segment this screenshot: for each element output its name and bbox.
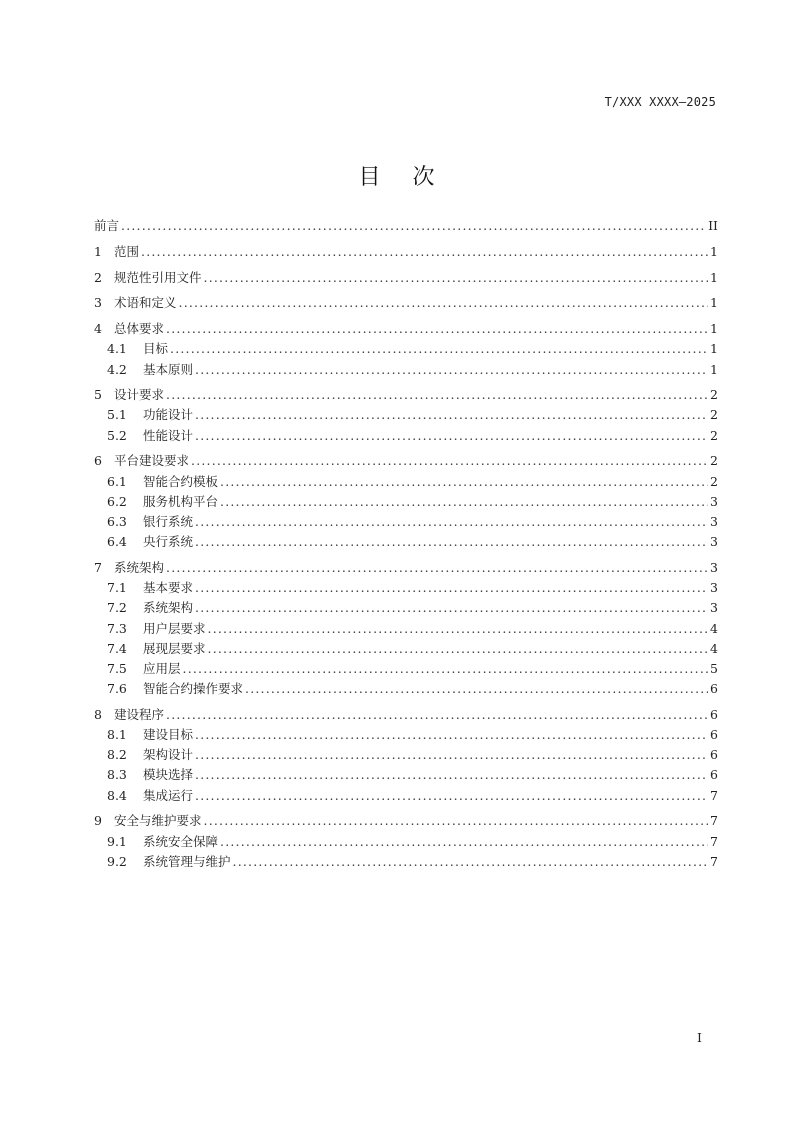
toc-dot-leader — [204, 811, 709, 831]
toc-entry-page: 1 — [710, 269, 718, 285]
toc-entry-page: 6 — [710, 706, 718, 722]
toc-entry-label: 性能设计 — [143, 427, 194, 443]
toc-entry-number: 7.1 — [107, 580, 127, 596]
toc-entry[interactable] — [94, 532, 718, 552]
toc-entry-page: 6 — [710, 767, 718, 783]
toc-entry[interactable] — [94, 319, 718, 339]
toc-entry-number: 9 — [94, 813, 102, 829]
standard-code: T/XXX XXXX—2025 — [604, 95, 716, 109]
toc-entry[interactable] — [94, 216, 718, 236]
toc-entry[interactable] — [94, 745, 718, 765]
toc-entry-label: 模块选择 — [143, 767, 194, 783]
toc-entry-label: 用户层要求 — [143, 620, 206, 636]
toc-entry[interactable] — [94, 786, 718, 806]
toc-entry-page: 4 — [710, 640, 718, 656]
toc-entry[interactable] — [94, 268, 718, 288]
toc-entry-page: 1 — [710, 243, 718, 259]
toc-entry-number: 6 — [94, 453, 102, 469]
toc-dot-leader — [166, 385, 708, 405]
toc-entry-label: 系统架构 — [114, 559, 165, 575]
toc-entry[interactable] — [94, 811, 718, 831]
toc-entry-label: 建设目标 — [143, 727, 194, 743]
toc-dot-leader — [195, 578, 708, 598]
toc-entry[interactable] — [94, 705, 718, 725]
toc-entry-number: 6.4 — [107, 534, 127, 550]
toc-dot-leader — [121, 216, 706, 236]
toc-entry-page: 7 — [710, 833, 718, 849]
toc-dot-leader — [220, 832, 708, 852]
toc-entry-label: 总体要求 — [114, 321, 165, 337]
toc-entry[interactable] — [94, 293, 718, 313]
toc-dot-leader — [195, 786, 708, 806]
toc-entry-page: 3 — [710, 534, 718, 550]
toc-entry-number: 9.2 — [107, 853, 127, 869]
toc-entry[interactable] — [94, 765, 718, 785]
toc-entry-page: 7 — [710, 787, 718, 803]
toc-entry-label: 智能合约模板 — [143, 473, 219, 489]
toc-entry-label: 范围 — [114, 243, 140, 259]
toc-entry-label: 展现层要求 — [143, 640, 206, 656]
toc-entry-number: 8.3 — [107, 767, 127, 783]
toc-entry-page: 3 — [710, 559, 718, 575]
toc-entry[interactable] — [94, 725, 718, 745]
toc-dot-leader — [220, 472, 708, 492]
toc-entry[interactable] — [94, 619, 718, 639]
toc-entry-label: 银行系统 — [143, 514, 194, 529]
toc-entry-number: 8 — [94, 706, 102, 722]
toc-entry-page: 3 — [710, 493, 718, 509]
toc-entry-label: 规范性引用文件 — [114, 269, 202, 285]
toc-entry-page: 6 — [710, 681, 718, 697]
toc-dot-leader — [195, 765, 708, 785]
toc-entry[interactable] — [94, 598, 718, 618]
toc-entry-page: 2 — [710, 407, 718, 423]
toc-entry[interactable] — [94, 852, 718, 872]
toc-entry-number: 7 — [94, 559, 102, 575]
toc-entry-label: 基本原则 — [143, 361, 194, 377]
toc-entry-number: 1 — [94, 243, 102, 259]
toc-entry[interactable] — [94, 405, 718, 425]
toc-dot-leader — [179, 293, 709, 313]
toc-dot-leader — [220, 492, 708, 512]
toc-entry-number: 6.1 — [107, 473, 127, 489]
toc-entry-page: 2 — [710, 427, 718, 443]
toc-dot-leader — [170, 339, 708, 359]
toc-entry[interactable] — [94, 558, 718, 578]
toc-entry[interactable] — [94, 339, 718, 359]
toc-entry-label: 基本要求 — [143, 580, 194, 596]
toc-entry-number: 3 — [94, 295, 102, 311]
toc-entry[interactable] — [94, 426, 718, 446]
toc-entry-number: 4 — [94, 321, 102, 337]
toc-entry-page: 6 — [710, 727, 718, 743]
toc-dot-leader — [195, 725, 708, 745]
toc-entry-number: 7.4 — [107, 640, 127, 656]
toc-entry-label: 应用层 — [143, 660, 181, 676]
toc-entry-number: 7.6 — [107, 681, 127, 697]
toc-entry-number: 8.4 — [107, 787, 127, 803]
toc-entry-label: 系统管理与维护 — [143, 853, 231, 869]
toc-entry-page: 1 — [710, 321, 718, 337]
toc-dot-leader — [141, 242, 708, 262]
toc-dot-leader — [195, 598, 708, 618]
toc-entry-label: 设计要求 — [114, 387, 165, 403]
toc-entry[interactable] — [94, 492, 718, 512]
toc-entry-number: 4.1 — [107, 341, 127, 357]
toc-entry-number: 5.1 — [107, 407, 127, 423]
toc-entry-label: 目标 — [143, 341, 169, 357]
toc-dot-leader — [233, 852, 709, 872]
toc-entry-page: 3 — [710, 580, 718, 596]
toc-entry-page: 1 — [710, 295, 718, 311]
toc-dot-leader — [195, 512, 708, 532]
toc-entry-page: 7 — [710, 853, 718, 869]
toc-dot-leader — [166, 558, 708, 578]
toc-entry[interactable] — [94, 472, 718, 492]
toc-dot-leader — [195, 426, 708, 446]
toc-entry[interactable] — [94, 578, 718, 598]
toc-dot-leader — [195, 405, 708, 425]
table-of-contents — [94, 216, 718, 872]
toc-entry-page: 2 — [710, 453, 718, 469]
toc-entry-label: 功能设计 — [143, 407, 194, 423]
toc-entry-label: 央行系统 — [143, 534, 194, 550]
toc-entry[interactable] — [94, 242, 718, 262]
toc-entry-number: 8.1 — [107, 727, 127, 743]
toc-entry-number: 7.5 — [107, 660, 127, 676]
toc-entry-label: 术语和定义 — [114, 295, 177, 311]
toc-entry-page: 5 — [710, 660, 718, 676]
toc-entry-page: 3 — [710, 600, 718, 616]
toc-entry-label: 架构设计 — [143, 747, 194, 763]
toc-entry-page: II — [708, 218, 718, 233]
toc-entry-label: 系统安全保障 — [143, 833, 219, 849]
toc-entry[interactable] — [94, 659, 718, 679]
toc-dot-leader — [195, 532, 708, 552]
toc-dot-leader — [195, 745, 708, 765]
toc-entry-number: 5.2 — [107, 427, 127, 443]
toc-dot-leader — [191, 451, 708, 471]
toc-dot-leader — [195, 360, 708, 380]
toc-entry-page: 2 — [710, 387, 718, 403]
toc-entry-label: 系统架构 — [143, 600, 194, 616]
toc-entry-label: 服务机构平台 — [143, 493, 219, 509]
toc-dot-leader — [183, 659, 709, 679]
toc-dot-leader — [245, 679, 708, 699]
toc-dot-leader — [166, 705, 708, 725]
toc-entry-label: 前言 — [94, 218, 120, 233]
toc-entry-label: 平台建设要求 — [114, 453, 190, 469]
toc-entry-label: 智能合约操作要求 — [143, 681, 244, 697]
toc-entry-number: 2 — [94, 269, 102, 285]
toc-entry-page: 4 — [710, 620, 718, 636]
page-title: 目次 — [358, 165, 467, 190]
toc-dot-leader — [204, 268, 709, 288]
toc-entry[interactable] — [94, 639, 718, 659]
page-number: I — [697, 1030, 702, 1045]
toc-entry-page: 1 — [710, 341, 718, 357]
toc-entry-number: 8.2 — [107, 747, 127, 763]
toc-entry-page: 1 — [710, 361, 718, 377]
toc-entry-label: 建设程序 — [114, 706, 165, 722]
toc-entry-page: 7 — [710, 813, 718, 829]
toc-entry-label: 集成运行 — [143, 787, 194, 803]
toc-entry[interactable] — [94, 679, 718, 699]
toc-entry[interactable] — [94, 385, 718, 405]
toc-dot-leader — [208, 619, 709, 639]
toc-entry[interactable] — [94, 360, 718, 380]
toc-entry[interactable] — [94, 512, 718, 532]
toc-entry-number: 6.2 — [107, 493, 127, 509]
toc-entry[interactable] — [94, 451, 718, 471]
toc-entry[interactable] — [94, 832, 718, 852]
toc-entry-label: 安全与维护要求 — [114, 813, 202, 829]
toc-dot-leader — [166, 319, 708, 339]
toc-entry-page: 6 — [710, 747, 718, 763]
toc-entry-number: 7.3 — [107, 620, 127, 636]
toc-entry-number: 7.2 — [107, 600, 127, 616]
toc-entry-page: 2 — [710, 473, 718, 489]
toc-entry-number: 5 — [94, 387, 102, 403]
toc-entry-number: 9.1 — [107, 833, 127, 849]
toc-entry-number: 6.3 — [107, 514, 127, 529]
toc-entry-number: 4.2 — [107, 361, 127, 377]
toc-dot-leader — [208, 639, 709, 659]
toc-entry-page: 3 — [710, 514, 718, 529]
